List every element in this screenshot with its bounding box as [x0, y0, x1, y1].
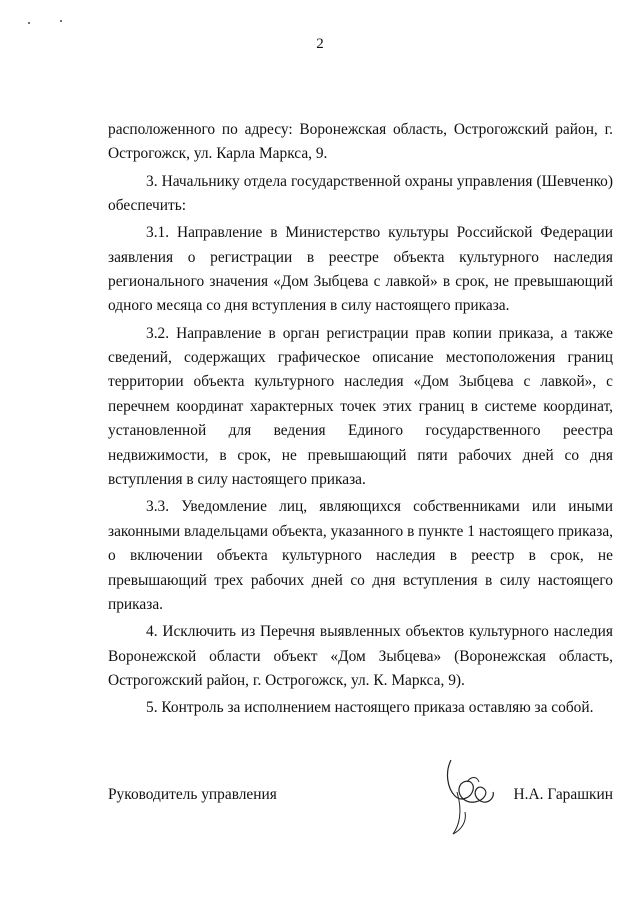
paragraph-item-5: 5. Контроль за исполнением настоящего приказа оставляю за собой.: [146, 699, 594, 717]
signatory-name: Н.А. Гарашкин: [513, 786, 613, 803]
handwritten-signature: [441, 752, 501, 842]
paragraph-item-3-3: 3.3. Уведомление лиц, являющихся собственниками или иными законными владельцами объекта, указанного в пункте 1 настоящего приказа, о включении объекта культурного наследия в реестр в срок, не превышающий трех рабочих дней со дня вступления в силу настоящего приказа.: [108, 498, 613, 613]
paragraph-item-3-1: 3.1. Направление в Министерство культуры Российской Федерации заявления о регистрации в реестре объекта культурного наследия регионального значения «Дом Зыбцева с лавкой» в срок, не превышающий одного месяца со дня вступления в силу настоящего приказа.: [108, 224, 613, 315]
paragraph-item-4: 4. Исключить из Перечня выявленных объектов культурного наследия Воронежской области объект «Дом Зыбцева» (Воронежская область, Острогожский район, г. Острогожск, ул. К. Маркса, 9).: [108, 623, 613, 689]
signatory-title: Руководитель управления: [108, 786, 277, 803]
paragraph-address-continuation: расположенного по адресу: Воронежская область, Острогожский район, г. Острогожск, ул. Карла Маркса, 9.: [108, 121, 613, 163]
page-number: 2: [316, 36, 324, 52]
signature-block: [108, 786, 613, 846]
scan-specks: [28, 20, 68, 28]
document-body: [108, 118, 613, 723]
paragraph-item-3-2: 3.2. Направление в орган регистрации прав копии приказа, а также сведений, содержащих графическое описание местоположения границ территории объекта культурного наследия «Дом Зыбцева с лавкой», с перечнем координат характерных точек этих границ в системе координат, установленной для ведения Единого государственного реестра недвижимости, в срок, не превышающий пяти рабочих дней со дня вступления в силу настоящего приказа.: [108, 324, 613, 489]
paragraph-item-3: 3. Начальнику отдела государственной охраны управления (Шевченко) обеспечить:: [108, 172, 613, 215]
